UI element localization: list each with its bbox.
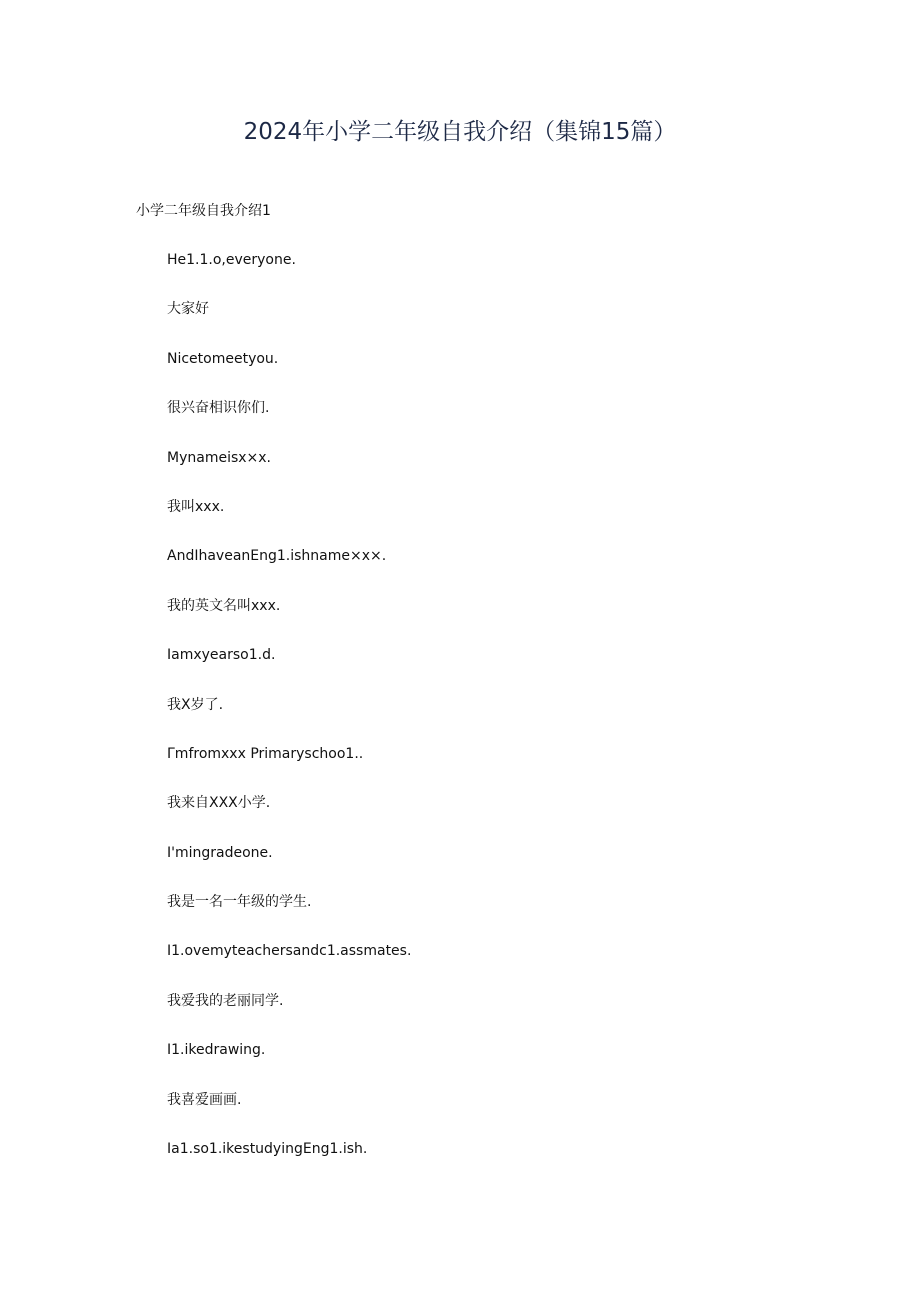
text-line: I1.ikedrawing. [167, 1042, 266, 1059]
text-lines [167, 249, 411, 1187]
text-line: AndIhaveanEng1.ishname×x×. [167, 548, 387, 565]
text-line: 我的英文名叫xxx. [167, 597, 281, 614]
text-line: 我喜爱画画. [167, 1091, 242, 1108]
section-heading: 小学二年级自我介绍1 [136, 203, 271, 219]
text-line: Iamxyearso1.d. [167, 647, 276, 664]
text-line: 我爱我的老丽同学. [167, 992, 284, 1009]
document-title: 2024年小学二年级自我介绍（集锦15篇） [243, 119, 677, 145]
text-line: Mynameisx×x. [167, 449, 272, 466]
text-line: 我X岁了. [167, 696, 224, 713]
text-line: 大家好 [167, 301, 209, 318]
text-line: I1.ovemyteachersandc1.assmates. [167, 943, 412, 960]
text-line: Ia1.so1.ikestudyingEng1.ish. [167, 1141, 368, 1158]
text-line: Γmfromxxx Primaryschoo1.. [167, 745, 364, 762]
text-line: 很兴奋相识你们. [167, 400, 270, 417]
text-line: He1.1.o,everyone. [167, 252, 296, 268]
text-line: 我叫xxx. [167, 498, 225, 515]
text-line: 我来自XXX小学. [167, 795, 271, 812]
text-line: I'mingradeone. [167, 844, 273, 861]
text-line: Nicetomeetyou. [167, 350, 279, 367]
text-line: 我是一名一年级的学生. [167, 894, 312, 911]
